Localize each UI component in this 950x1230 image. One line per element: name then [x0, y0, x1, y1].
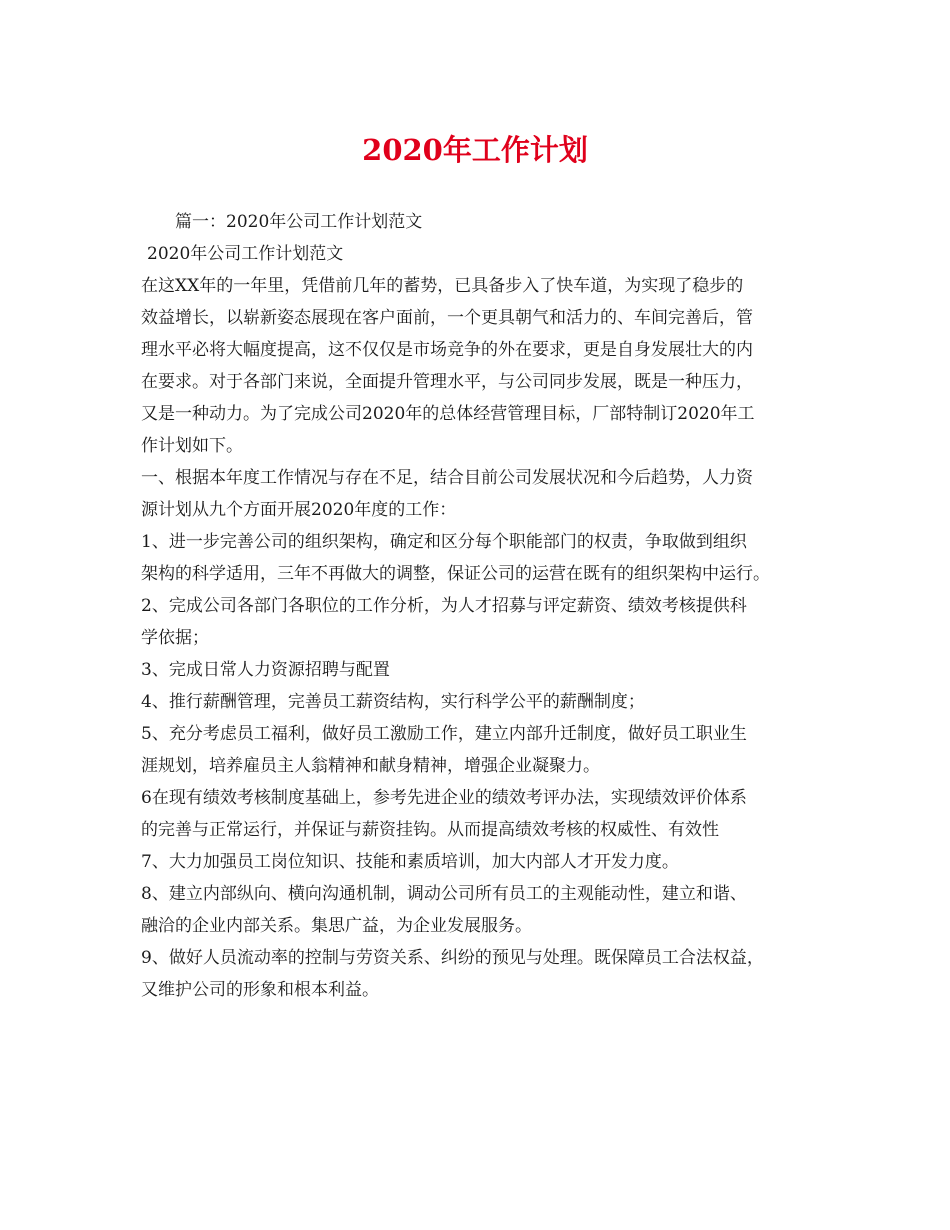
- text-line: 源计划从九个方面开展2020年度的工作：: [141, 500, 457, 520]
- text-line: 5、充分考虑员工福利，做好员工激励工作，建立内部升迁制度，做好员工职业生: [141, 724, 747, 744]
- text-line: 作计划如下。: [141, 436, 243, 456]
- document-title: 2020年工作计划: [362, 133, 588, 167]
- text-line: 效益增长，以崭新姿态展现在客户面前，一个更具朝气和活力的、车间完善后，管: [141, 308, 753, 328]
- text-line: 又维护公司的形象和根本利益。: [141, 980, 379, 1000]
- text-line: 在这XX年的一年里，凭借前几年的蓄势，已具备步入了快车道，为实现了稳步的: [141, 276, 744, 296]
- text-line: 7、大力加强员工岗位知识、技能和素质培训，加大内部人才开发力度。: [141, 852, 679, 872]
- document-body: [141, 206, 831, 1006]
- text-line: 2020年公司工作计划范文: [147, 244, 344, 264]
- text-line: 在要求。对于各部门来说，全面提升管理水平，与公司同步发展，既是一种压力，: [141, 372, 753, 392]
- text-line: 一、根据本年度工作情况与存在不足，结合目前公司发展状况和今后趋势，人力资: [141, 468, 753, 488]
- text-line: 2、完成公司各部门各职位的工作分析，为人才招募与评定薪资、绩效考核提供科: [141, 596, 747, 616]
- text-line: 4、推行薪酬管理，完善员工薪资结构，实行科学公平的薪酬制度；: [141, 692, 645, 712]
- text-line: 理水平必将大幅度提高，这不仅仅是市场竞争的外在要求，更是自身发展壮大的内: [141, 340, 753, 360]
- text-line: 融洽的企业内部关系。集思广益，为企业发展服务。: [141, 916, 532, 936]
- text-line: 架构的科学适用，三年不再做大的调整，保证公司的运营在既有的组织架构中运行。: [141, 564, 770, 584]
- text-line: 9、做好人员流动率的控制与劳资关系、纠纷的预见与处理。既保障员工合法权益，: [141, 948, 764, 968]
- text-line: 涯规划，培养雇员主人翁精神和献身精神，增强企业凝聚力。: [141, 756, 600, 776]
- text-line: 8、建立内部纵向、横向沟通机制，调动公司所有员工的主观能动性，建立和谐、: [141, 884, 747, 904]
- text-line: 篇一：2020年公司工作计划范文: [175, 212, 423, 232]
- text-line: 学依据；: [141, 628, 209, 648]
- text-line: 6在现有绩效考核制度基础上，参考先进企业的绩效考评办法，实现绩效评价体系: [141, 788, 747, 808]
- text-line: 的完善与正常运行，并保证与薪资挂钩。从而提高绩效考核的权威性、有效性: [141, 820, 719, 840]
- text-line: 又是一种动力。为了完成公司2020年的总体经营管理目标，厂部特制订2020年工: [141, 404, 755, 424]
- text-line: 3、完成日常人力资源招聘与配置: [141, 660, 390, 680]
- text-line: 1、进一步完善公司的组织架构，确定和区分每个职能部门的权责，争取做到组织: [141, 532, 747, 552]
